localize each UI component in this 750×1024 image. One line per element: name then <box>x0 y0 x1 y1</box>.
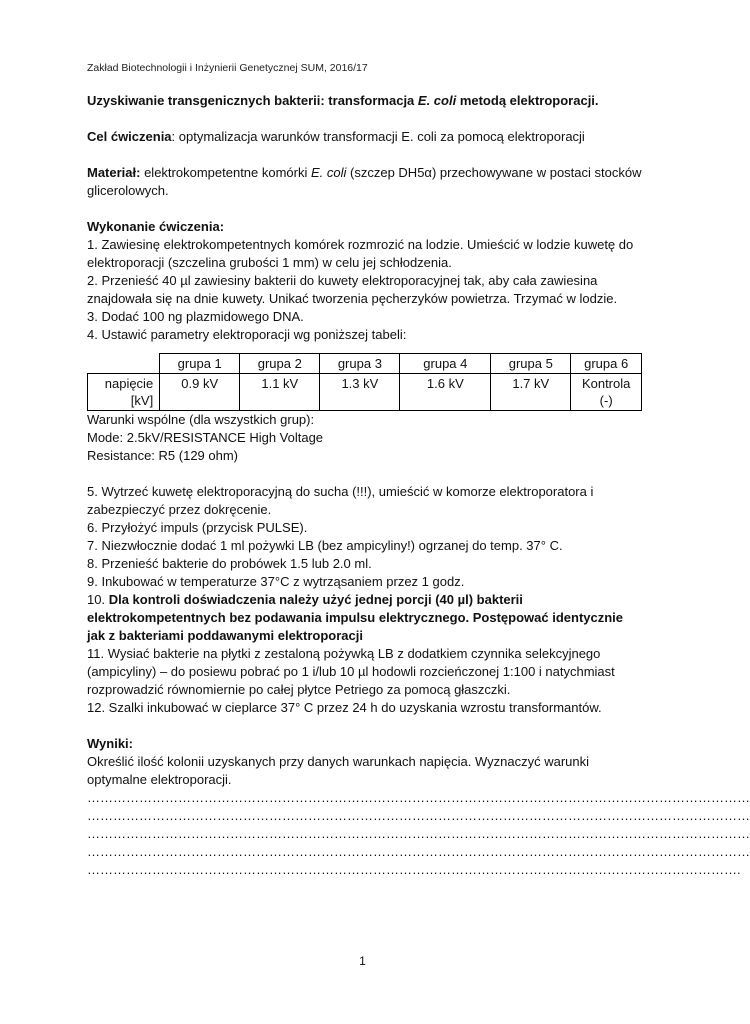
material-text-end: (szczep DH5α) przechowywane w postaci stocków glicerolowych. <box>87 165 642 198</box>
table-cell: 1.6 kV <box>400 374 491 411</box>
material-paragraph <box>87 164 642 200</box>
page-number: 1 <box>359 954 366 968</box>
title-text-end: metodą elektroporacji. <box>456 93 599 108</box>
results-text: Określić ilość kolonii uzyskanych przy danych warunkach napięcia. Wyznaczyć warunki optymalne elektroporacji. <box>87 754 590 787</box>
table-row <box>88 374 642 411</box>
table-header-cell: grupa 3 <box>320 354 400 374</box>
document-body <box>87 92 750 879</box>
answer-line: ……………………………………………………………………………………………………………………………………… <box>87 844 750 859</box>
procedure-step-10 <box>87 591 642 645</box>
procedure-step: 8. Przenieść bakterie do probówek 1.5 lub 2.0 ml. <box>87 556 372 571</box>
table-header-cell: grupa 2 <box>240 354 320 374</box>
table-row-label: napięcie [kV] <box>88 374 160 411</box>
step10-text: Dla kontroli doświadczenia należy użyć jednej porcji (40 µl) bakterii elektrokompetentnych bez podawania impulsu elektrycznego. Postępować identycznie jak z bakteriami poddawanymi elektroporacji <box>87 592 624 643</box>
procedure-step: 4. Ustawić parametry elektroporacji wg poniższej tabeli: <box>87 327 407 342</box>
goal-label: Cel ćwiczenia <box>87 129 172 144</box>
procedure-step: 2. Przenieść 40 µl zawiesiny bakterii do kuwety elektroporacyjnej tak, aby cała zawiesina znajdowała się na dnie kuwety. Unikać tworzenia pęcherzyków powietrza. Trzymać w lodzie. <box>87 273 618 306</box>
procedure-step: 5. Wytrzeć kuwetę elektroporacyjną do sucha (!!!), umieścić w komorze elektroporatora i zabezpieczyć przez dokręcenie. <box>87 484 594 517</box>
electroporation-table <box>87 353 642 411</box>
answer-line: ……………………………………………………………………………………………………………………………………… <box>87 826 750 841</box>
results-heading-text: Wyniki: <box>87 736 133 751</box>
procedure-step: 7. Niezwłocznie dodać 1 ml pożywki LB (bez ampicyliny!) ogrzanej do temp. 37° C. <box>87 538 563 553</box>
table-cell: 1.7 kV <box>491 374 571 411</box>
goal-paragraph <box>87 128 642 146</box>
page-header: Zakład Biotechnologii i Inżynierii Genetycznej SUM, 2016/17 <box>87 62 368 74</box>
results-heading <box>87 735 642 753</box>
table-cell: 1.1 kV <box>240 374 320 411</box>
document-title <box>87 92 642 110</box>
procedure-heading-text: Wykonanie ćwiczenia: <box>87 219 225 234</box>
table-cell: 0.9 kV <box>160 374 240 411</box>
table-header-row <box>88 354 642 374</box>
common-conditions-line: Warunki wspólne (dla wszystkich grup): <box>87 412 315 427</box>
table-header-cell: grupa 5 <box>491 354 571 374</box>
table-cell: Kontrola (-) <box>571 374 642 411</box>
procedure-step: 12. Szalki inkubować w cieplarce 37° C przez 24 h do uzyskania wzrostu transformantów. <box>87 700 602 715</box>
table-cell: 1.3 kV <box>320 374 400 411</box>
common-conditions-line: Mode: 2.5kV/RESISTANCE High Voltage <box>87 430 324 445</box>
procedure-heading <box>87 218 642 236</box>
title-italic: E. coli <box>417 93 457 108</box>
goal-text: : optymalizacja warunków transformacji E. coli za pomocą elektroporacji <box>171 129 585 144</box>
table-header-cell: grupa 1 <box>160 354 240 374</box>
procedure-step: 11. Wysiać bakterie na płytki z zestaloną pożywką LB z dodatkiem czynnika selekcyjnego (ampicyliny) – do posiewu pobrać po 1 i/lub 10 µl hodowli rozcieńczonej 1:100 i natychmiast rozprowadzić równomiernie po całej płytce Petriego za pomocą głaszczki. <box>87 646 615 697</box>
answer-line: ……………………………………………………………………………………………………………………………………… <box>87 808 750 823</box>
material-italic: E. coli <box>311 165 347 180</box>
answer-line: ……………………………………………………………………………………………………………………………………… <box>87 790 750 805</box>
procedure-step: 3. Dodać 100 ng plazmidowego DNA. <box>87 309 304 324</box>
table-corner-cell <box>88 354 160 374</box>
step10-number: 10. <box>87 592 106 607</box>
common-conditions-line: Resistance: R5 (129 ohm) <box>87 448 239 463</box>
table-header-cell: grupa 6 <box>571 354 642 374</box>
procedure-step: 6. Przyłożyć impuls (przycisk PULSE). <box>87 520 308 535</box>
answer-line: ……………………………………………………………………………………………………………………………………. <box>87 862 741 877</box>
material-text: elektrokompetentne komórki <box>140 165 311 180</box>
material-label: Materiał: <box>87 165 141 180</box>
table-header-cell: grupa 4 <box>400 354 491 374</box>
procedure-step: 9. Inkubować w temperaturze 37°C z wytrząsaniem przez 1 godz. <box>87 574 465 589</box>
procedure-step: 1. Zawiesinę elektrokompetentnych komórek rozmrozić na lodzie. Umieścić w lodzie kuwetę do elektroporacji (szczelina grubości 1 mm) w celu jej schłodzenia. <box>87 237 634 270</box>
title-text: Uzyskiwanie transgenicznych bakterii: transformacja <box>87 93 418 108</box>
